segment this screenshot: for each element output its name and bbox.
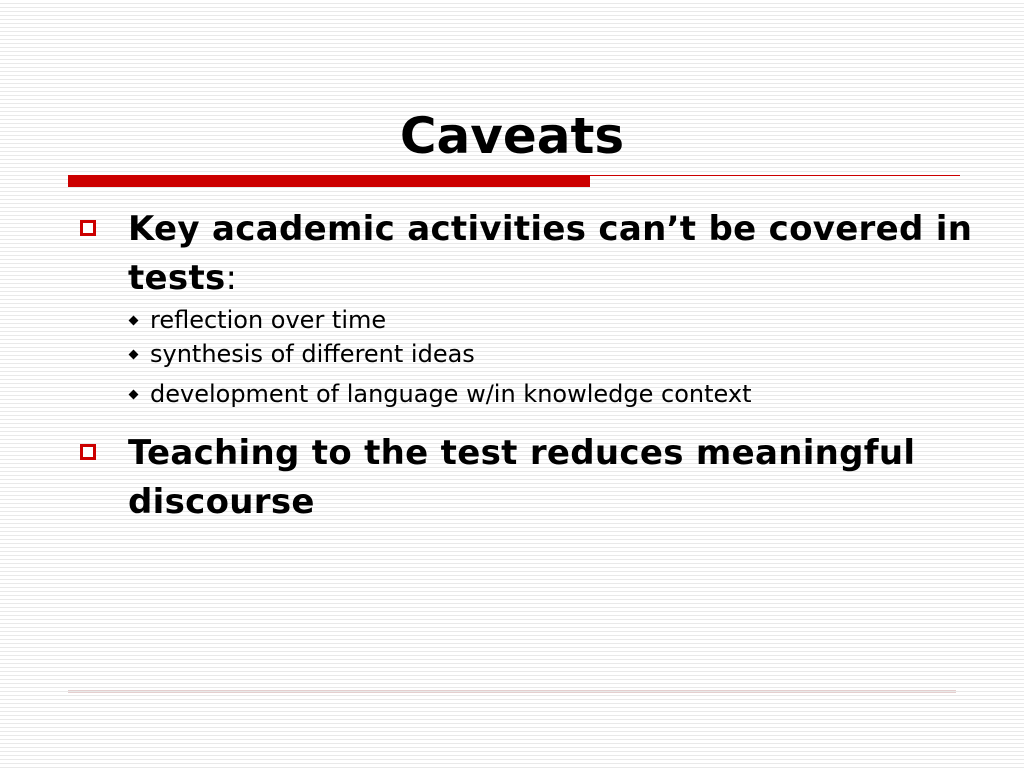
sub-bullet-text: synthesis of different ideas bbox=[150, 340, 475, 368]
title-underline-thin bbox=[590, 175, 960, 176]
sub-bullet-item-1 bbox=[128, 303, 974, 337]
bullet-item-1 bbox=[74, 205, 974, 303]
bullet-colon: : bbox=[225, 258, 238, 298]
sub-bullet-item-2 bbox=[128, 337, 974, 371]
sub-bullet-list bbox=[128, 303, 974, 411]
bullet-text: Key academic activities can’t be covered in tests bbox=[128, 209, 973, 298]
title-underline-thick bbox=[68, 175, 590, 187]
hollow-square-bullet-icon bbox=[80, 220, 96, 236]
slide-body bbox=[74, 205, 974, 527]
diamond-bullet-icon bbox=[129, 350, 139, 360]
sub-bullet-text: development of language w/in knowledge context bbox=[150, 380, 752, 408]
bullet-item-2 bbox=[74, 429, 974, 527]
sub-bullet-text: reflection over time bbox=[150, 306, 387, 334]
hollow-square-bullet-icon bbox=[80, 444, 96, 460]
slide-title: Caveats bbox=[399, 107, 625, 165]
footer-divider bbox=[68, 690, 956, 693]
diamond-bullet-icon bbox=[129, 390, 139, 400]
sub-bullet-item-3 bbox=[128, 377, 974, 411]
bullet-text: Teaching to the test reduces meaningful discourse bbox=[128, 433, 916, 522]
diamond-bullet-icon bbox=[129, 316, 139, 326]
